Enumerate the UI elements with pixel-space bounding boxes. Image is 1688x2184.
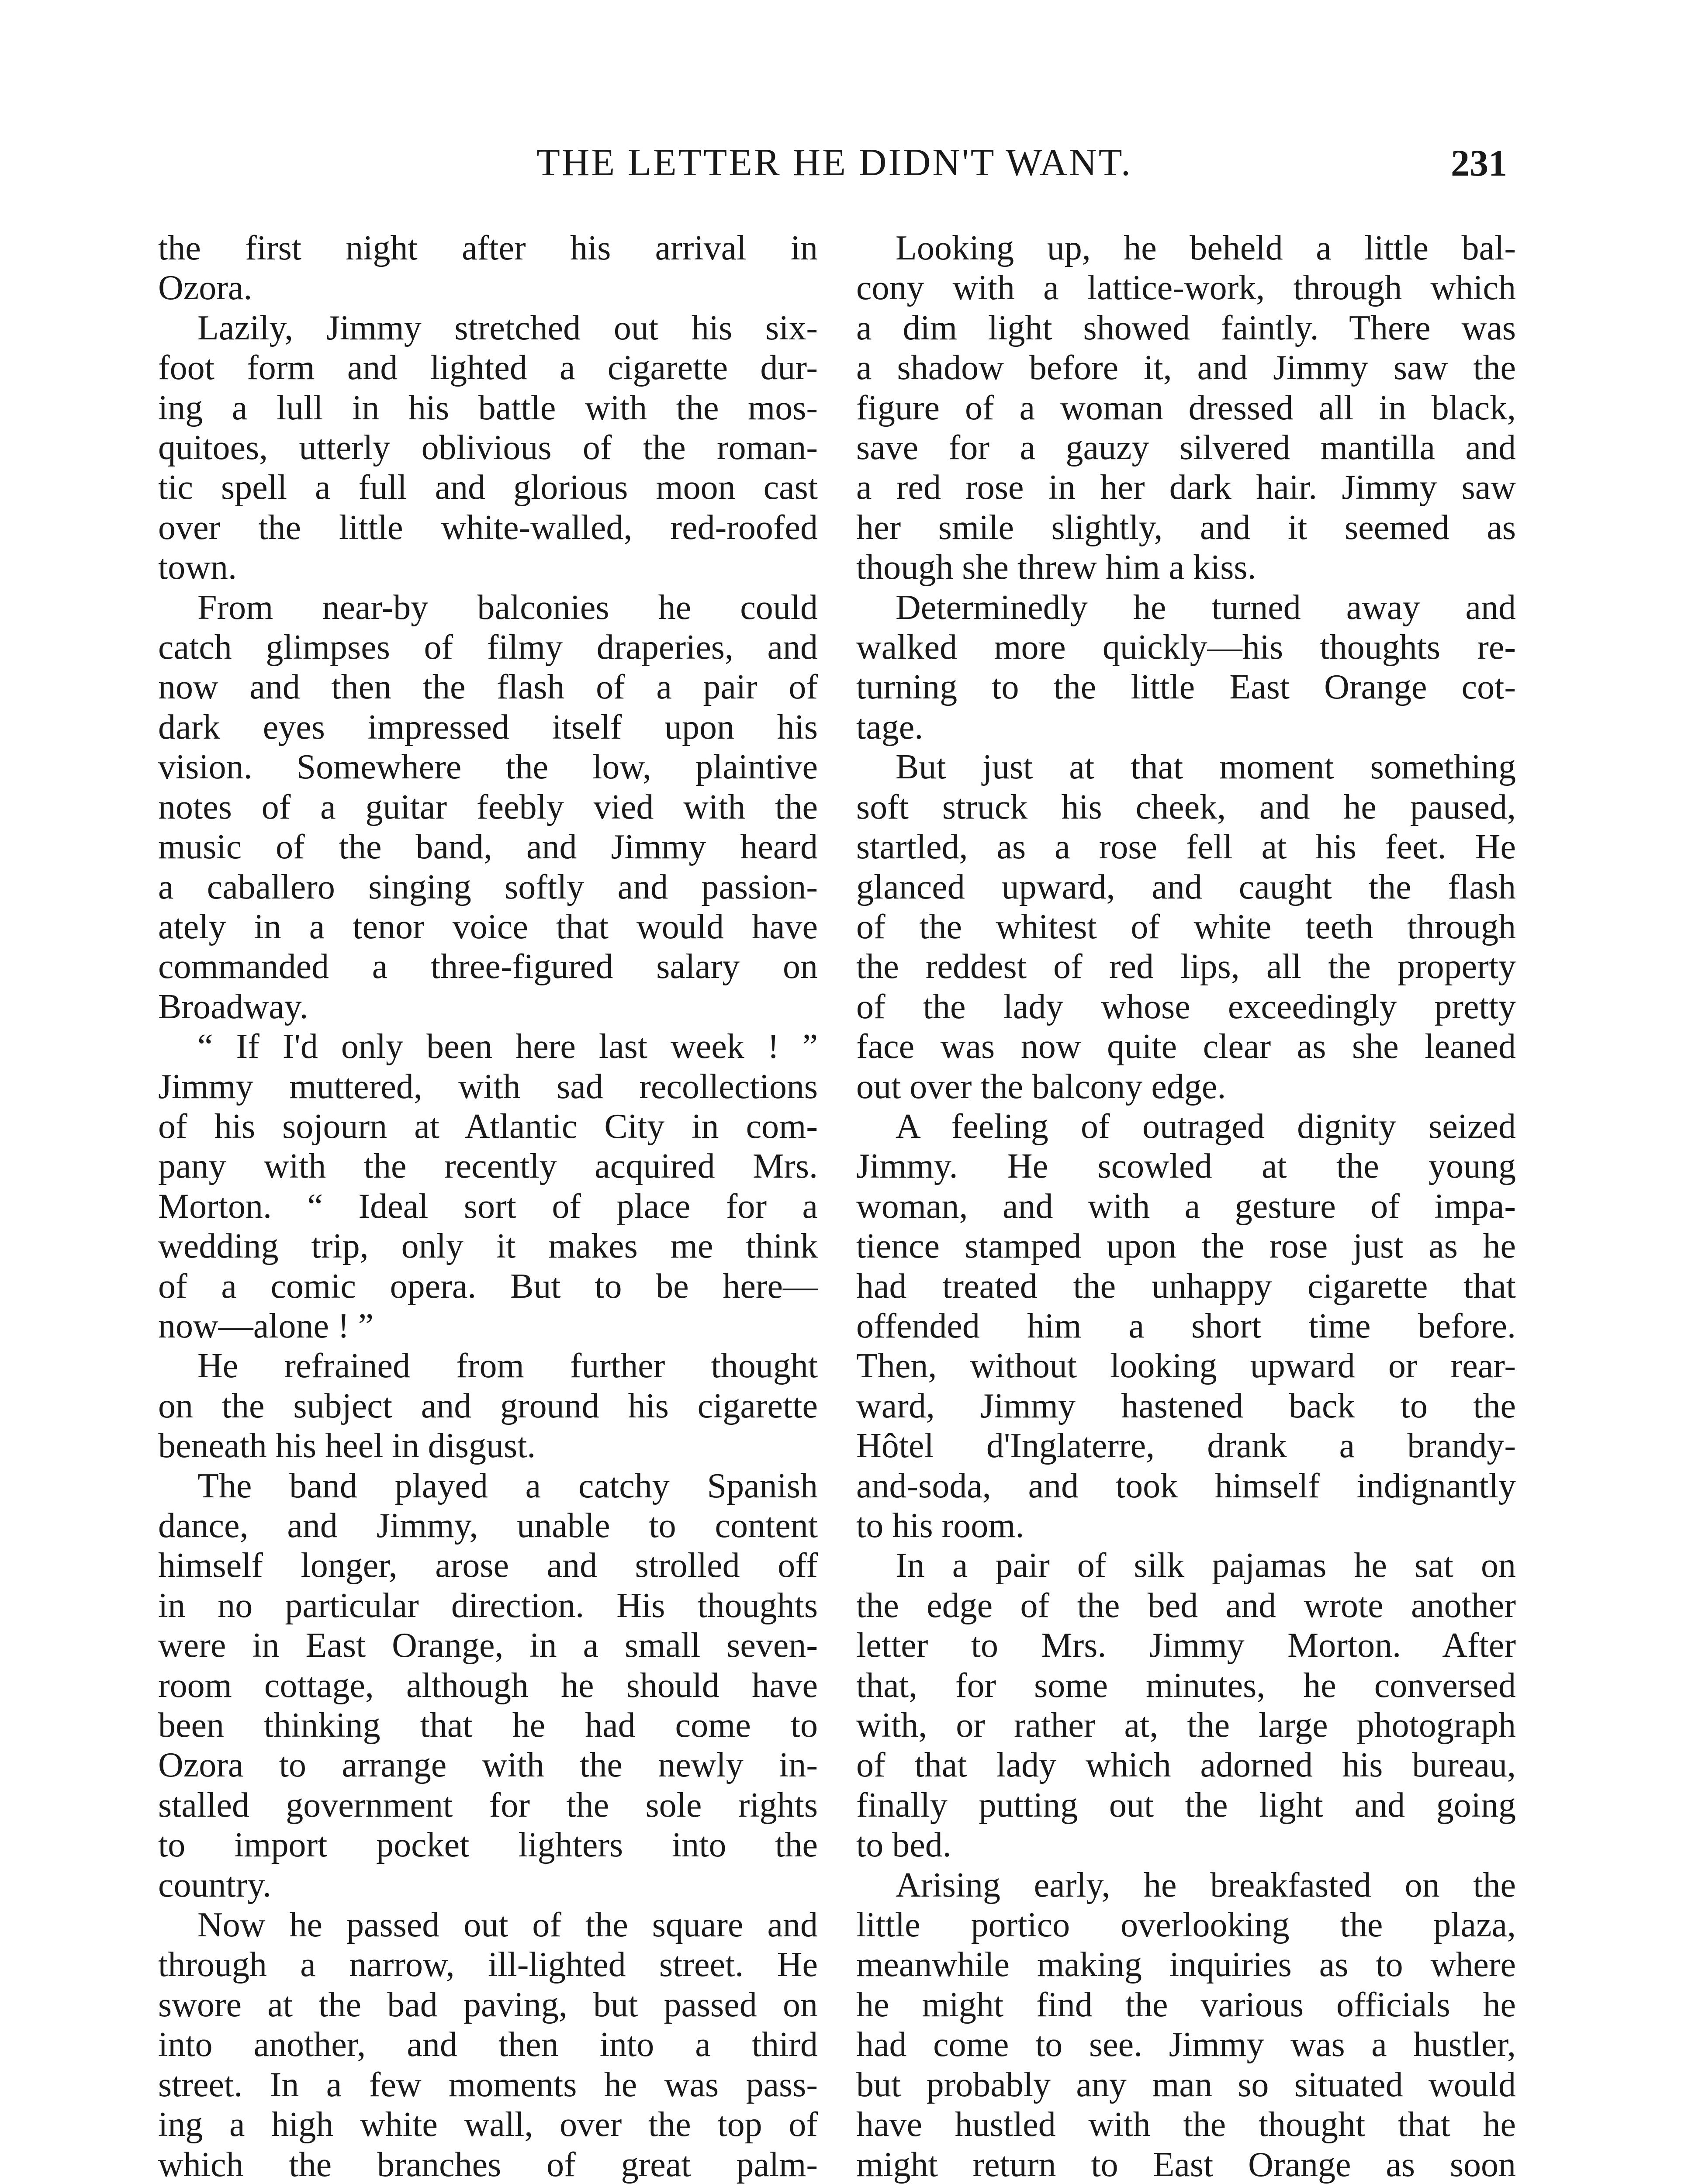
left-column — [158, 228, 818, 2184]
page-number: 231 — [1451, 142, 1507, 184]
text-line: tage. — [856, 708, 924, 746]
paragraph — [856, 588, 1516, 748]
text-line: figure of a woman dressed all in black, — [856, 388, 1516, 427]
text-line: Jimmy muttered, with sad recollections — [158, 1067, 818, 1106]
text-line: of the lady whose exceedingly pretty — [856, 987, 1516, 1026]
text-line: a dim light showed faintly. There was — [856, 308, 1516, 347]
paragraph — [856, 747, 1516, 1107]
text-line: in no particular direction. His thoughts — [158, 1586, 818, 1625]
paragraph — [158, 308, 818, 588]
text-line: of the whitest of white teeth through — [856, 907, 1516, 946]
text-line: which the branches of great palm- — [158, 2145, 818, 2184]
text-line: letter to Mrs. Jimmy Morton. After — [856, 1626, 1516, 1665]
text-line: dance, and Jimmy, unable to content — [158, 1507, 818, 1545]
text-line: little portico overlooking the plaza, — [856, 1906, 1516, 1945]
text-line: woman, and with a gesture of impa- — [856, 1187, 1516, 1226]
text-line: turning to the little East Orange cot- — [856, 668, 1516, 707]
text-line: In a pair of silk pajamas he sat on — [896, 1546, 1516, 1585]
text-line: of his sojourn at Atlantic City in com- — [158, 1107, 818, 1146]
text-line: pany with the recently acquired Mrs. — [158, 1147, 818, 1186]
paragraph — [158, 1466, 818, 1905]
text-line: were in East Orange, in a small seven- — [158, 1626, 818, 1665]
paragraph — [158, 1346, 818, 1466]
text-line: tience stamped upon the rose just as he — [856, 1227, 1516, 1266]
text-line: Arising early, he breakfasted on the — [896, 1866, 1516, 1904]
text-line: he might find the various officials he — [856, 1985, 1516, 2024]
text-line: walked more quickly—his thoughts re- — [856, 628, 1516, 667]
text-line: Now he passed out of the square and — [197, 1906, 818, 1945]
running-head — [162, 139, 1507, 191]
text-line: her smile slightly, and it seemed as — [856, 508, 1516, 547]
text-line: that, for some minutes, he conversed — [856, 1666, 1516, 1705]
text-line: quitoes, utterly oblivious of the roman- — [158, 429, 818, 467]
text-line: but probably any man so situated would — [856, 2065, 1516, 2104]
text-line: ately in a tenor voice that would have — [158, 907, 818, 946]
text-line: might return to East Orange as soon — [856, 2145, 1516, 2184]
text-line: a red rose in her dark hair. Jimmy saw — [856, 468, 1516, 507]
paragraph — [158, 588, 818, 1027]
text-line: stalled government for the sole rights — [158, 1786, 818, 1825]
text-line: Morton. “ Ideal sort of place for a — [158, 1187, 818, 1226]
text-line: Hôtel d'Inglaterre, drank a brandy- — [856, 1427, 1516, 1465]
paragraph — [158, 228, 818, 308]
text-line: dark eyes impressed itself upon his — [158, 708, 818, 746]
text-line: ing a high white wall, over the top of — [158, 2105, 818, 2144]
paragraph — [856, 1107, 1516, 1546]
text-line: commanded a three-figured salary on — [158, 947, 818, 986]
text-line: been thinking that he had come to — [158, 1706, 818, 1745]
text-line: to import pocket lighters into the — [158, 1826, 818, 1865]
text-line: room cottage, although he should have — [158, 1666, 818, 1705]
text-line: ward, Jimmy hastened back to the — [856, 1386, 1516, 1425]
text-line: Then, without looking upward or rear- — [856, 1347, 1516, 1386]
text-line: “ If I'd only been here last week ! ” — [197, 1027, 818, 1066]
text-line: over the little white-walled, red-roofed — [158, 508, 818, 547]
paragraph — [856, 228, 1516, 588]
text-line: Ozora. — [158, 269, 253, 308]
paragraph — [856, 1546, 1516, 1865]
text-line: foot form and lighted a cigarette dur- — [158, 349, 818, 387]
text-line: town. — [158, 548, 237, 587]
text-line: A feeling of outraged dignity seized — [896, 1107, 1516, 1146]
text-line: swore at the bad paving, but passed on — [158, 1985, 818, 2024]
text-line: and-soda, and took himself indignantly — [856, 1466, 1516, 1505]
text-line: But just at that moment something — [896, 748, 1516, 787]
text-line: Determinedly he turned away and — [896, 588, 1516, 627]
text-line: From near-by balconies he could — [197, 588, 818, 627]
text-line: Jimmy. He scowled at the young — [856, 1147, 1516, 1186]
text-line: through a narrow, ill-lighted street. He — [158, 1946, 818, 1984]
text-line: country. — [158, 1866, 272, 1904]
text-line: a caballero singing softly and passion- — [158, 867, 818, 906]
text-line: meanwhile making inquiries as to where — [856, 1946, 1516, 1984]
text-line: of a comic opera. But to be here— — [158, 1267, 818, 1306]
text-line: Ozora to arrange with the newly in- — [158, 1746, 818, 1785]
text-line: to bed. — [856, 1826, 951, 1865]
text-line: He refrained from further thought — [197, 1347, 818, 1386]
text-line: save for a gauzy silvered mantilla and — [856, 429, 1516, 467]
paragraph — [158, 1027, 818, 1346]
right-column — [856, 228, 1516, 2184]
text-line: into another, and then into a third — [158, 2025, 818, 2064]
text-line: soft struck his cheek, and he paused, — [856, 788, 1516, 826]
paragraph — [158, 1905, 818, 2184]
text-line: music of the band, and Jimmy heard — [158, 828, 818, 867]
text-line: cony with a lattice-work, through which — [856, 269, 1516, 308]
running-title: THE LETTER HE DIDN'T WANT. — [536, 142, 1132, 184]
text-line: had come to see. Jimmy was a hustler, — [856, 2025, 1516, 2064]
text-line: Broadway. — [158, 987, 308, 1026]
text-line: notes of a guitar feebly vied with the — [158, 788, 818, 826]
text-line: face was now quite clear as she leaned — [856, 1027, 1516, 1066]
text-line: Looking up, he beheld a little bal- — [896, 229, 1516, 267]
text-line: offended him a short time before. — [856, 1306, 1516, 1345]
text-line: a shadow before it, and Jimmy saw the — [856, 349, 1516, 387]
text-line: on the subject and ground his cigarette — [158, 1386, 818, 1425]
text-line: have hustled with the thought that he — [856, 2105, 1516, 2144]
text-line: beneath his heel in disgust. — [158, 1427, 536, 1465]
text-line: glanced upward, and caught the flash — [856, 867, 1516, 906]
text-line: out over the balcony edge. — [856, 1067, 1226, 1106]
text-line: finally putting out the light and going — [856, 1786, 1516, 1825]
text-line: Lazily, Jimmy stretched out his six- — [197, 308, 818, 347]
text-line: tic spell a full and glorious moon cast — [158, 468, 818, 507]
text-line: now and then the flash of a pair of — [158, 668, 818, 707]
text-line: wedding trip, only it makes me think — [158, 1227, 818, 1266]
text-line: to his room. — [856, 1507, 1024, 1545]
text-line: with, or rather at, the large photograph — [856, 1706, 1516, 1745]
text-line: himself longer, arose and strolled off — [158, 1546, 818, 1585]
text-line: the first night after his arrival in — [158, 229, 818, 267]
text-line: vision. Somewhere the low, plaintive — [158, 748, 818, 787]
text-line: ing a lull in his battle with the mos- — [158, 388, 818, 427]
text-line: startled, as a rose fell at his feet. He — [856, 828, 1516, 867]
text-line: now—alone ! ” — [158, 1306, 374, 1345]
text-line: of that lady which adorned his bureau, — [856, 1746, 1516, 1785]
text-line: the edge of the bed and wrote another — [856, 1586, 1516, 1625]
text-line: catch glimpses of filmy draperies, and — [158, 628, 818, 667]
text-line: though she threw him a kiss. — [856, 548, 1256, 587]
text-line: street. In a few moments he was pass- — [158, 2065, 818, 2104]
text-line: The band played a catchy Spanish — [197, 1466, 818, 1505]
paragraph — [856, 1866, 1516, 2184]
text-line: had treated the unhappy cigarette that — [856, 1267, 1516, 1306]
text-line: the reddest of red lips, all the property — [856, 947, 1516, 986]
